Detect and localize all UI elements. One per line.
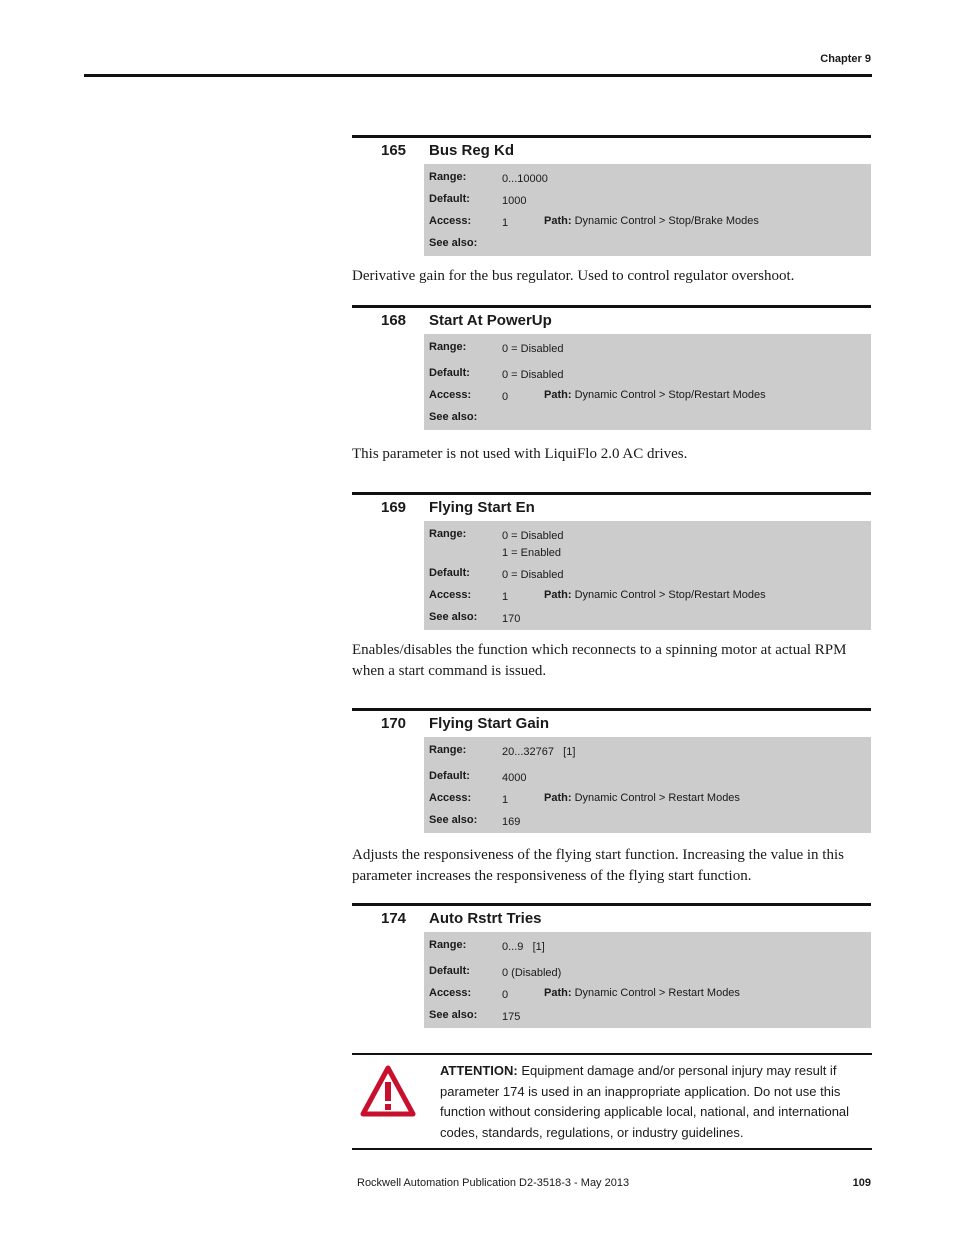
range-value: 0...10000 — [502, 173, 548, 185]
range-label: Range: — [429, 744, 467, 756]
attention-label: ATTENTION: — [440, 1063, 518, 1078]
header-rule — [84, 74, 872, 77]
path-text: Dynamic Control > Restart Modes — [574, 987, 740, 999]
param-table — [424, 334, 871, 430]
default-label: Default: — [429, 193, 470, 205]
chapter-label: Chapter 9 — [820, 53, 871, 65]
path-label: Path: — [544, 987, 572, 999]
param-description: Derivative gain for the bus regulator. Used to control regulator overshoot. — [352, 268, 795, 284]
param-169 — [352, 492, 871, 630]
path-label: Path: — [544, 589, 572, 601]
default-row — [424, 961, 871, 983]
see-also-value: 175 — [502, 1011, 521, 1023]
range-row — [424, 524, 871, 563]
range-value-line: 1 = Enabled — [502, 547, 562, 559]
access-row — [424, 585, 871, 607]
param-name: Auto Rstrt Tries — [429, 910, 542, 927]
access-label: Access: — [429, 987, 472, 999]
path-text: Dynamic Control > Stop/Restart Modes — [574, 589, 766, 601]
path-text: Dynamic Control > Stop/Brake Modes — [574, 215, 759, 227]
param-header — [352, 138, 871, 164]
access-label: Access: — [429, 792, 472, 804]
see-also-row — [424, 810, 871, 832]
range-value: 20...32767 [1] — [502, 746, 576, 758]
see-also-row — [424, 1005, 871, 1027]
path-text: Dynamic Control > Restart Modes — [574, 792, 740, 804]
param-number: 168 — [381, 312, 407, 329]
footer-publication: Rockwell Automation Publication D2-3518-3 - May 2013 — [357, 1177, 630, 1189]
access-value: 0 — [502, 989, 509, 1001]
path-text: Dynamic Control > Stop/Restart Modes — [574, 389, 766, 401]
path-value — [544, 987, 740, 999]
default-label: Default: — [429, 965, 470, 977]
see-also-label: See also: — [429, 611, 478, 623]
path-value — [544, 215, 759, 227]
see-also-label: See also: — [429, 1009, 478, 1021]
access-value: 1 — [502, 591, 509, 603]
access-row — [424, 385, 871, 407]
see-also-row — [424, 233, 871, 255]
path-label: Path: — [544, 389, 572, 401]
param-table — [424, 521, 871, 630]
access-label: Access: — [429, 589, 472, 601]
range-label: Range: — [429, 939, 467, 951]
param-name: Bus Reg Kd — [429, 142, 515, 159]
access-row — [424, 788, 871, 810]
param-name: Flying Start Gain — [429, 715, 550, 732]
param-165 — [352, 135, 871, 256]
range-value-line: 0 = Disabled — [502, 530, 564, 542]
param-header — [352, 308, 871, 334]
default-value: 1000 — [502, 195, 527, 207]
see-also-value: 170 — [502, 613, 521, 625]
path-label: Path: — [544, 215, 572, 227]
param-table — [424, 737, 871, 833]
access-row — [424, 211, 871, 233]
param-header — [352, 495, 871, 521]
param-number: 169 — [381, 499, 407, 516]
warning-triangle-icon — [360, 1065, 416, 1117]
param-168 — [352, 305, 871, 430]
param-header — [352, 906, 871, 932]
param-description: This parameter is not used with LiquiFlo 2.0 AC drives. — [352, 446, 688, 462]
access-label: Access: — [429, 215, 472, 227]
default-value: 0 = Disabled — [502, 369, 564, 381]
range-label: Range: — [429, 528, 467, 540]
range-value — [502, 528, 563, 562]
param-table — [424, 164, 871, 256]
default-row — [424, 563, 871, 585]
access-label: Access: — [429, 389, 472, 401]
default-row — [424, 766, 871, 788]
see-also-label: See also: — [429, 237, 478, 249]
default-value: 0 = Disabled — [502, 569, 564, 581]
range-label: Range: — [429, 341, 467, 353]
param-number: 174 — [381, 910, 407, 927]
range-value: 0...9 [1] — [502, 941, 545, 953]
attention-box — [352, 1053, 872, 1150]
attention-body: Equipment damage and/or personal injury may result if parameter 174 is used in an inappropriate application. Do not use this function without considering applicable local, national, and international codes, standards, regulations, or industry guidelines. — [440, 1063, 850, 1140]
range-row — [424, 935, 871, 961]
param-170 — [352, 708, 871, 833]
access-row — [424, 983, 871, 1005]
param-description: Adjusts the responsiveness of the flying start function. Increasing the value in this parameter increases the responsiveness of the flying start function. — [352, 847, 844, 884]
access-value: 0 — [502, 391, 509, 403]
param-description: Enables/disables the function which reconnects to a spinning motor at actual RPM when a start command is issued. — [352, 642, 847, 679]
access-value: 1 — [502, 794, 509, 806]
path-value — [544, 589, 766, 601]
default-value: 0 (Disabled) — [502, 967, 562, 979]
see-also-label: See also: — [429, 411, 478, 423]
default-row — [424, 363, 871, 385]
range-row — [424, 337, 871, 363]
page-number: 109 — [852, 1177, 871, 1189]
param-number: 165 — [381, 142, 407, 159]
path-label: Path: — [544, 792, 572, 804]
param-header — [352, 711, 871, 737]
path-value — [544, 389, 766, 401]
access-value: 1 — [502, 217, 509, 229]
param-name: Start At PowerUp — [429, 312, 552, 329]
range-row — [424, 740, 871, 766]
param-name: Flying Start En — [429, 499, 535, 516]
default-label: Default: — [429, 770, 470, 782]
param-number: 170 — [381, 715, 407, 732]
range-value: 0 = Disabled — [502, 343, 564, 355]
see-also-row — [424, 407, 871, 429]
range-row — [424, 167, 871, 189]
see-also-label: See also: — [429, 814, 478, 826]
see-also-value: 169 — [502, 816, 521, 828]
path-value — [544, 792, 740, 804]
range-label: Range: — [429, 171, 467, 183]
param-table — [424, 932, 871, 1028]
default-label: Default: — [429, 367, 470, 379]
default-value: 4000 — [502, 772, 527, 784]
param-174 — [352, 903, 871, 1028]
default-label: Default: — [429, 567, 470, 579]
see-also-row — [424, 607, 871, 629]
default-row — [424, 189, 871, 211]
attention-text — [440, 1061, 865, 1143]
